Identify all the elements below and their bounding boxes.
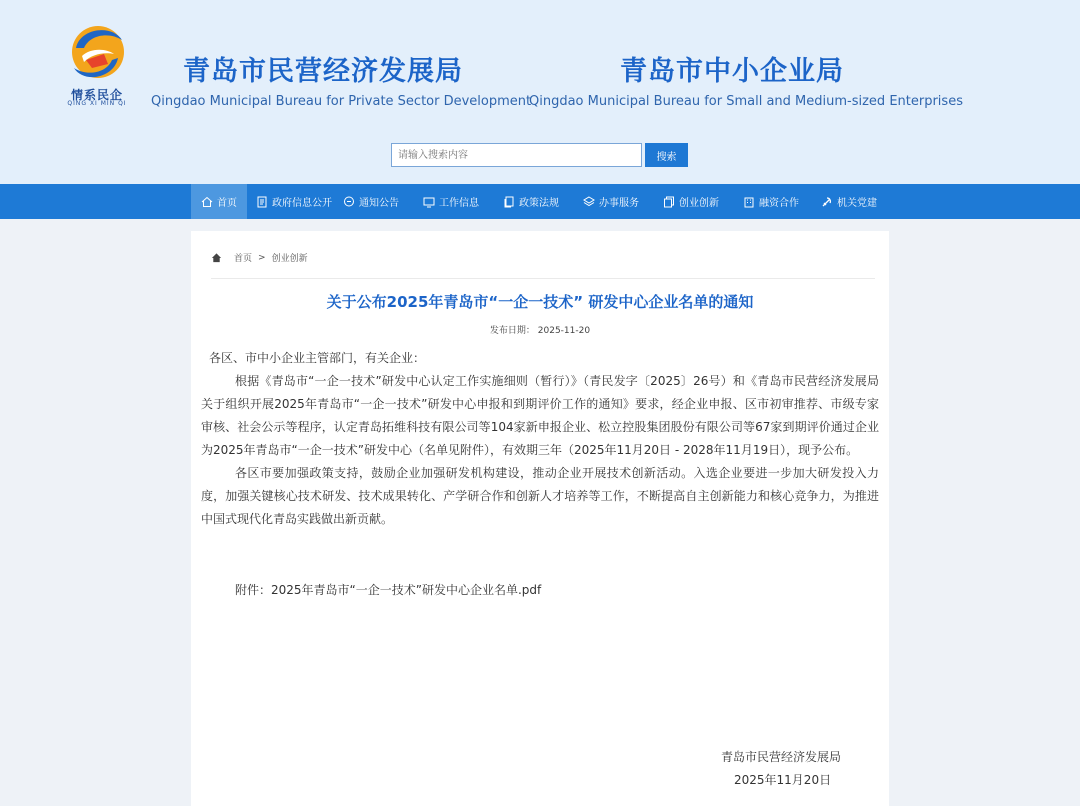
home-icon xyxy=(201,196,213,208)
nav-item-label: 工作信息 xyxy=(439,198,479,209)
article-card xyxy=(191,231,889,806)
signature-org: 青岛市民营经济发展局 xyxy=(721,750,842,764)
article-title: 关于公布2025年青岛市“一企一技术” 研发中心企业名单的通知 xyxy=(326,293,754,311)
article-paragraph: 各区市要加强政策支持，鼓励企业加强研发机构建设，推动企业开展技术创新活动。入选企业要进一步加大研发投入力度，加强关键核心技术研发、技术成果转化、产学研合作和创新人才培养等工作，不断提高自主创新能力和核心竞争力，为推进中国式现代化青岛实践做出新贡献。 xyxy=(201,466,879,526)
nav-item-label: 融资合作 xyxy=(759,198,799,209)
nav-item-services[interactable] xyxy=(583,184,639,219)
home-icon xyxy=(211,252,222,263)
publish-date: 发布日期： 2025-11-20 xyxy=(489,326,591,336)
monitor-icon xyxy=(423,196,435,208)
nav-item-party[interactable] xyxy=(821,184,877,219)
nav-item-label: 政策法规 xyxy=(519,198,559,209)
copy-icon xyxy=(663,196,675,208)
site-header xyxy=(0,0,1080,184)
party-icon xyxy=(821,196,833,208)
attachment-link[interactable]: 附件：2025年青岛市“一企一技术”研发中心企业名单.pdf xyxy=(235,583,542,597)
nav-item-policies[interactable] xyxy=(503,184,559,219)
chat-icon xyxy=(343,196,355,208)
signature-date: 2025年11月20日 xyxy=(734,773,832,787)
logo-text: 情系民企 xyxy=(70,88,123,102)
nav-item-innovation[interactable] xyxy=(663,184,719,219)
doc-copy-icon xyxy=(503,196,515,208)
breadcrumb xyxy=(211,245,875,279)
nav-item-label: 首页 xyxy=(217,198,237,209)
bureau1-name-en: Qingdao Municipal Bureau for Private Sector Development xyxy=(151,94,532,109)
nav-item-work-info[interactable] xyxy=(423,184,479,219)
nav-item-label: 办事服务 xyxy=(599,198,639,209)
nav-item-label: 机关党建 xyxy=(837,198,877,209)
article-body xyxy=(201,347,879,531)
breadcrumb-current[interactable]: 创业创新 xyxy=(271,254,308,264)
search-input[interactable] xyxy=(391,143,642,167)
logo-subtext: QING XI MIN QI xyxy=(67,100,127,107)
main-nav xyxy=(0,184,1080,219)
breadcrumb-separator: > xyxy=(258,252,266,263)
nav-item-label: 通知公告 xyxy=(359,198,399,209)
nav-item-financing[interactable] xyxy=(743,184,799,219)
article-paragraph: 根据《青岛市“一企一技术”研发中心认定工作实施细则（暂行）》（青民发字〔2025〕26号）和《青岛市民营经济发展局关于组织开展2025年青岛市“一企一技术”研发中心申报和到期评价工作的通知》要求，经企业申报、区市初审推荐、市级专家审核、社会公示等程序，认定青岛拓维科技有限公司等104家新申报企业、松立控股集团股份有限公司等67家到期评价通过企业为2025年青岛市“一企一技术”研发中心（名单见附件），有效期三年（2025年11月20日 - 2028年11月19日），现予公布。 xyxy=(201,374,879,457)
nav-item-notices[interactable] xyxy=(343,184,399,219)
nav-item-label: 政府信息公开 xyxy=(272,198,332,209)
nav-item-gov-info[interactable] xyxy=(256,184,332,219)
search-button[interactable]: 搜索 xyxy=(645,143,688,167)
document-icon xyxy=(256,196,268,208)
layers-icon xyxy=(583,196,595,208)
bureau2-name-cn: 青岛市中小企业局 xyxy=(620,56,844,87)
article-salutation: 各区、市中小企业主管部门，有关企业： xyxy=(209,351,426,365)
nav-item-home[interactable] xyxy=(191,184,247,219)
nav-item-label: 创业创新 xyxy=(679,198,719,209)
building-icon xyxy=(743,196,755,208)
bureau2-name-en: Qingdao Municipal Bureau for Small and Medium-sized Enterprises xyxy=(529,94,963,109)
bureau1-name-cn: 青岛市民营经济发展局 xyxy=(183,56,463,87)
breadcrumb-home[interactable]: 首页 xyxy=(234,254,253,264)
